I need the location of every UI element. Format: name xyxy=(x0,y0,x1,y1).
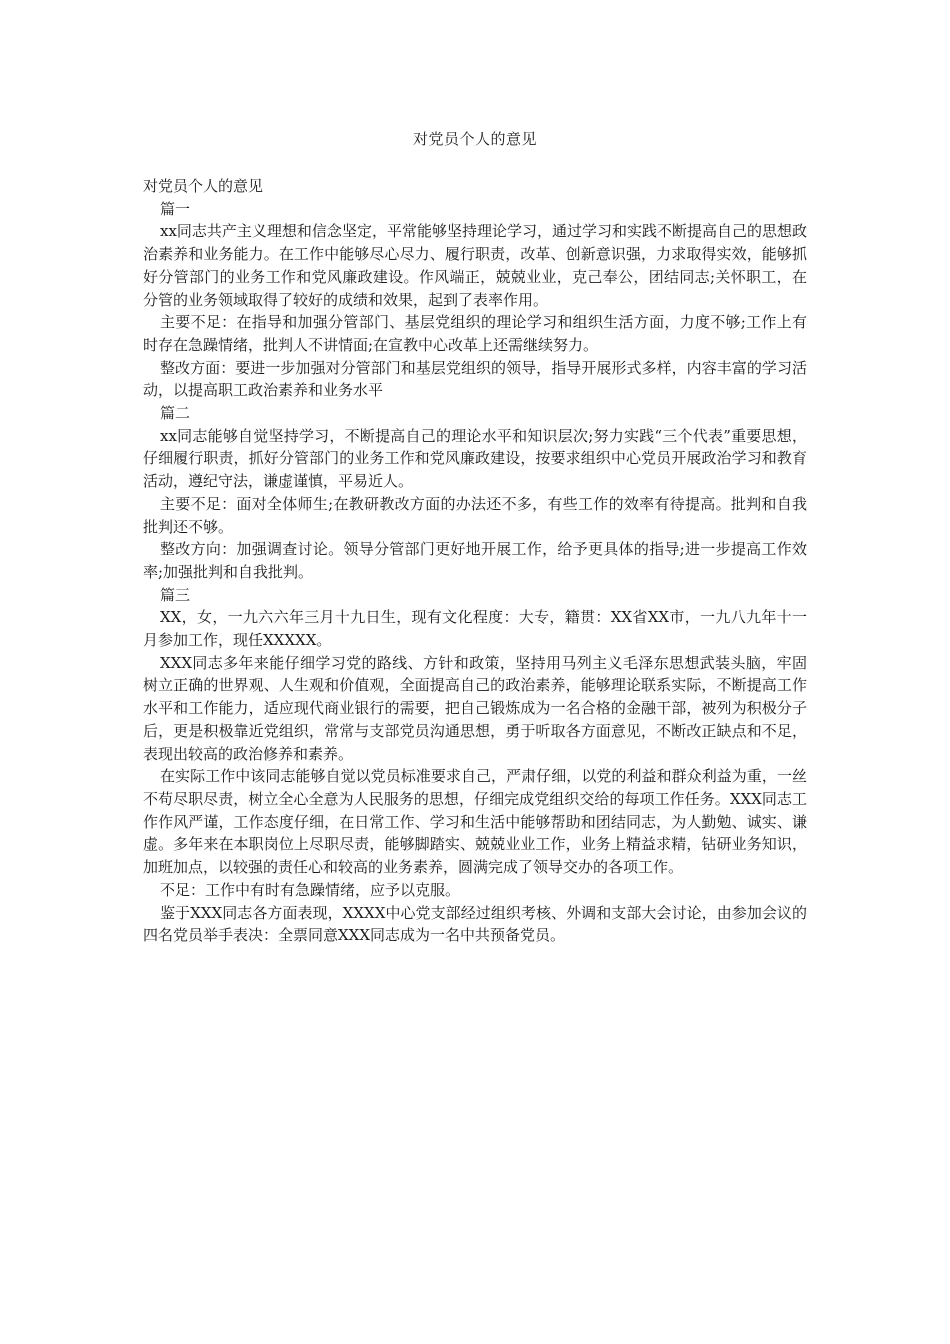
section-heading-1: 篇一 xyxy=(160,199,191,218)
page-title: 对党员个人的意见 xyxy=(412,130,537,148)
section-heading-2: 篇二 xyxy=(160,404,191,423)
paragraph: xx同志共产主义理想和信念坚定，平常能够坚持理论学习，通过学习和实践不断提高自己的思想政治素养和业务能力。在工作中能够尽心尽力、履行职责，改革、创新意识强，力求取得实效，能够抓好分管部门的业务工作和党风廉政建设。作风端正，兢兢业业，克己奉公，团结同志;关怀职工，在分管的业务领域取得了较好的成绩和效果，起到了表率作用。 xyxy=(143,222,807,309)
paragraph: XXX同志多年来能仔细学习党的路线、方针和政策，坚持用马列主义毛泽东思想武装头脑，牢固树立正确的世界观、人生观和价值观，全面提高自己的政治素养，能够理论联系实际，不断提高工作水平和工作能力，适应现代商业银行的需要，把自己锻炼成为一名合格的金融干部，被列为积极分子后，更是积极靠近党组织，常常与支部党员沟通思想，勇于听取各方面意见，不断改正缺点和不足，表现出较高的政治修养和素养。 xyxy=(143,653,807,763)
paragraph: xx同志能够自觉坚持学习，不断提高自己的理论水平和知识层次;努力实践“三个代表”重要思想，仔细履行职责，抓好分管部门的业务工作和党风廉政建设，按要求组织中心党员开展政治学习和教育活动，遵纪守法，谦虚谨慎，平易近人。 xyxy=(143,426,807,491)
paragraph: 鉴于XXX同志各方面表现，XXXX中心党支部经过组织考核、外调和支部大会讨论，由参加会议的四名党员举手表决：全票同意XXX同志成为一名中共预备党员。 xyxy=(143,903,807,945)
section-heading-3: 篇三 xyxy=(160,585,191,604)
paragraph: 整改方向：加强调查讨论。领导分管部门更好地开展工作，给予更具体的指导;进一步提高工作效率;加强批判和自我批判。 xyxy=(143,540,807,581)
paragraph: XX，女，一九六六年三月十九日生，现有文化程度：大专，籍贯：XX省XX市，一九八九年十一月参加工作，现任XXXXX。 xyxy=(143,608,807,650)
paragraph: 不足：工作中有时有急躁情绪，应予以克服。 xyxy=(160,880,461,899)
document-subtitle: 对党员个人的意见 xyxy=(143,177,264,195)
paragraph: 主要不足：面对全体师生;在教研教改方面的办法还不多，有些工作的效率有待提高。批判和自我批判还不够。 xyxy=(143,494,807,536)
paragraph: 主要不足：在指导和加强分管部门、基层党组织的理论学习和组织生活方面，力度不够;工作上有时存在急躁情绪，批判人不讲情面;在宣教中心改革上还需继续努力。 xyxy=(143,313,807,354)
document-body xyxy=(143,175,807,947)
paragraph: 整改方面：要进一步加强对分管部门和基层党组织的领导，指导开展形式多样，内容丰富的学习活动，以提高职工政治素养和业务水平 xyxy=(143,358,807,400)
paragraph: 在实际工作中该同志能够自觉以党员标准要求自己，严肃仔细，以党的利益和群众利益为重，一丝不苟尽职尽责，树立全心全意为人民服务的思想，仔细完成党组织交给的每项工作任务。XXX同志工作作风严谨，工作态度仔细，在日常工作、学习和生活中能够帮助和团结同志，为人勤勉、诚实、谦虚。多年来在本职岗位上尽职尽责，能够脚踏实、兢兢业业工作，业务上精益求精，钻研业务知识，加班加点，以较强的责任心和较高的业务素养，圆满完成了领导交办的各项工作。 xyxy=(143,767,807,877)
